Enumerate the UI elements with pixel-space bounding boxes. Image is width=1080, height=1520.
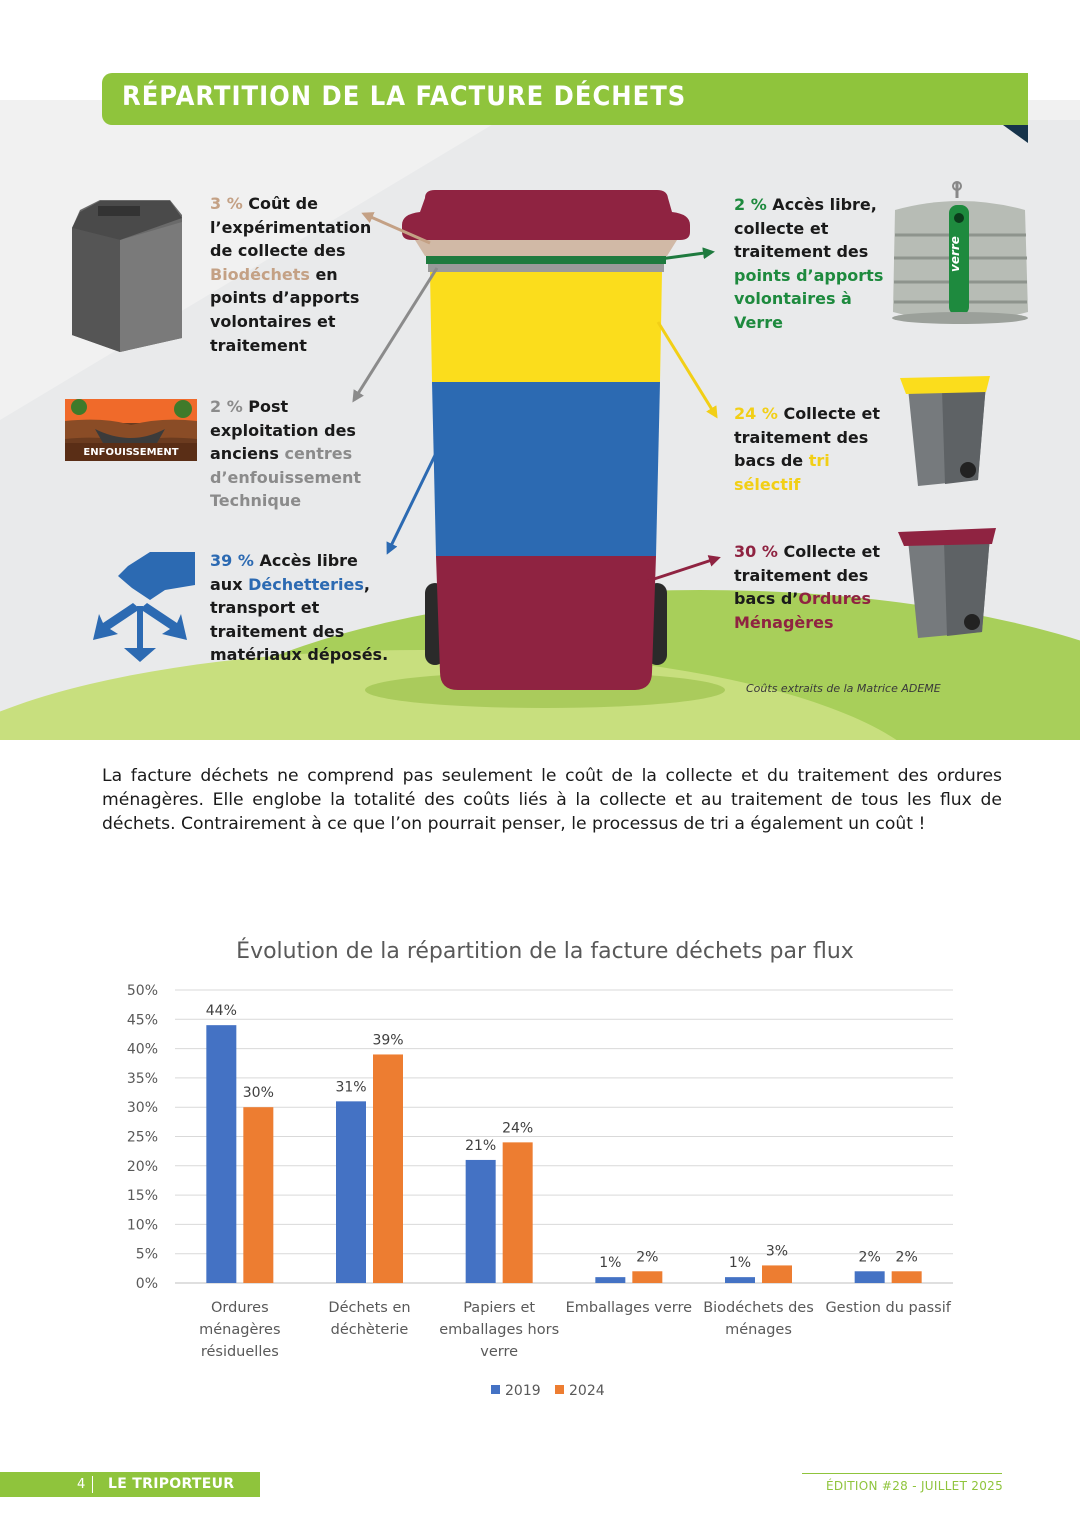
data-label: 3% bbox=[765, 1243, 789, 1260]
x-category-label: Ordures bbox=[211, 1300, 269, 1316]
label-post-exploitation bbox=[210, 395, 370, 513]
chart-data-labels bbox=[206, 1003, 918, 1271]
bar-2019-3 bbox=[595, 1277, 625, 1283]
bin-lid bbox=[402, 190, 690, 240]
data-label: 21% bbox=[465, 1137, 497, 1154]
chart-bars bbox=[206, 1025, 921, 1283]
x-category-label: ménages bbox=[725, 1322, 792, 1338]
bin-ring-tan bbox=[415, 240, 677, 256]
yellow-bin-illustration bbox=[900, 376, 990, 486]
bar-2019-1 bbox=[336, 1101, 366, 1283]
text-om-1: Collecte et traitement des bacs d’ bbox=[734, 542, 881, 609]
bin-ring-grey bbox=[428, 264, 664, 272]
bar-2024-2 bbox=[503, 1142, 533, 1283]
pct-om: 30 % bbox=[734, 542, 778, 561]
text-tri-1: Collecte et traitement des bacs de bbox=[734, 404, 881, 471]
x-category-label: déchèterie bbox=[330, 1322, 409, 1338]
x-category-label: Biodéchets des bbox=[703, 1300, 814, 1316]
highlight-post: centres d’enfouissement Technique bbox=[210, 444, 362, 511]
data-label: 2% bbox=[895, 1249, 918, 1266]
label-tri-selectif bbox=[734, 402, 899, 496]
bin-segment-blue bbox=[432, 382, 660, 556]
y-tick-label: 0% bbox=[135, 1276, 158, 1292]
bin-segment-yellow bbox=[430, 272, 662, 382]
x-category-label: Déchets en bbox=[328, 1300, 411, 1316]
data-label: 1% bbox=[728, 1255, 752, 1272]
highlight-biodechets: Biodéchets bbox=[210, 264, 310, 284]
data-label: 44% bbox=[205, 1003, 237, 1020]
data-label: 31% bbox=[335, 1079, 367, 1096]
pct-decheteries: 39 % bbox=[210, 551, 254, 570]
data-label: 2% bbox=[636, 1249, 659, 1266]
footer-line bbox=[802, 1473, 1002, 1474]
bin-ring-green bbox=[426, 256, 666, 264]
y-tick-label: 15% bbox=[126, 1188, 158, 1205]
bar-2019-0 bbox=[206, 1025, 236, 1283]
page-number: 4 bbox=[77, 1477, 86, 1492]
highlight-tri: tri sélectif bbox=[734, 451, 830, 494]
intro-paragraph: La facture déchets ne comprend pas seulement le coût de la collecte et du traitement des ordures ménagères. Elle englobe la totalité des coûts liés à la collecte et au traitement de tous les flux de déchets. Contrairement à ce que l’on pourrait penser, le processus de tri a également un coût ! bbox=[102, 766, 1002, 835]
y-tick-label: 20% bbox=[126, 1158, 158, 1175]
highlight-verre: points d’apports volontaires à Verre bbox=[734, 265, 884, 332]
pct-post: 2 % bbox=[210, 397, 243, 416]
banner-fold bbox=[1003, 125, 1028, 143]
bar-2024-1 bbox=[373, 1054, 403, 1283]
arrow-om bbox=[648, 558, 718, 581]
source-note: Coûts extraits de la Matrice ADEME bbox=[746, 682, 941, 695]
y-tick-label: 10% bbox=[126, 1217, 158, 1234]
pct-tri: 24 % bbox=[734, 404, 778, 423]
highlight-om: Ordures Ménagères bbox=[734, 589, 871, 632]
decheterie-icon bbox=[93, 552, 195, 662]
section-banner bbox=[102, 73, 1028, 125]
bar-2024-0 bbox=[243, 1107, 273, 1283]
x-category-label: Gestion du passif bbox=[825, 1300, 951, 1316]
chart-legend bbox=[491, 1383, 605, 1399]
bin-segment-red bbox=[436, 556, 656, 690]
infographic bbox=[0, 0, 1080, 740]
legend-swatch-2019 bbox=[491, 1385, 500, 1394]
chart-x-categories bbox=[199, 1300, 952, 1360]
bar-2019-4 bbox=[725, 1277, 755, 1283]
text-decheteries-1: Accès libre aux bbox=[210, 551, 358, 594]
legend-label-2024: 2024 bbox=[569, 1383, 605, 1399]
x-category-label: Emballages verre bbox=[565, 1300, 693, 1316]
x-category-label: verre bbox=[480, 1344, 519, 1360]
text-biodechets-1: Coût de l’expérimentation de collecte des bbox=[210, 194, 372, 261]
bar-2024-5 bbox=[892, 1271, 922, 1283]
label-biodechets bbox=[210, 192, 385, 357]
enfouissement-caption: ENFOUISSEMENT bbox=[83, 447, 179, 458]
edition-info: ÉDITION #28 - JUILLET 2025 bbox=[826, 1479, 1004, 1493]
pct-verre: 2 % bbox=[734, 195, 767, 214]
legend-label-2019: 2019 bbox=[505, 1383, 541, 1399]
label-verre bbox=[734, 193, 884, 335]
pct-biodechets: 3 % bbox=[210, 194, 243, 213]
bar-chart bbox=[100, 920, 980, 1420]
x-category-label: emballages hors bbox=[439, 1322, 560, 1338]
data-label: 1% bbox=[599, 1255, 622, 1272]
data-label: 39% bbox=[372, 1032, 404, 1049]
text-verre-1: Accès libre, collecte et traitement des bbox=[734, 195, 877, 262]
bar-2019-5 bbox=[855, 1271, 885, 1283]
legend-swatch-2024 bbox=[555, 1385, 564, 1394]
text-decheteries-2: , transport et traitement des matériaux déposés. bbox=[210, 574, 389, 665]
footer-separator bbox=[92, 1476, 93, 1493]
main-bin bbox=[402, 190, 690, 690]
bar-2019-2 bbox=[466, 1160, 496, 1283]
verre-container-text: verre bbox=[948, 236, 962, 272]
y-tick-label: 50% bbox=[126, 983, 158, 999]
highlight-decheteries: Déchetteries bbox=[248, 574, 364, 594]
bar-2024-4 bbox=[762, 1265, 792, 1283]
x-category-label: résiduelles bbox=[200, 1344, 279, 1360]
arrow-decheteries bbox=[388, 445, 440, 552]
y-tick-label: 40% bbox=[126, 1041, 158, 1058]
data-label: 2% bbox=[858, 1249, 881, 1266]
x-category-label: Papiers et bbox=[463, 1300, 536, 1316]
bar-2024-3 bbox=[632, 1271, 662, 1283]
magazine-name: LE TRIPORTEUR bbox=[108, 1476, 235, 1492]
footer-bar bbox=[0, 1472, 260, 1497]
text-biodechets-2: en points d’apports volontaires et traitement bbox=[210, 264, 360, 355]
data-label: 30% bbox=[242, 1085, 274, 1102]
label-decheteries bbox=[210, 549, 390, 667]
chart-gridlines bbox=[175, 990, 953, 1283]
y-tick-label: 5% bbox=[135, 1246, 158, 1263]
label-ordures-menageres bbox=[734, 540, 894, 634]
y-tick-label: 45% bbox=[126, 1012, 158, 1029]
enfouissement-image bbox=[65, 399, 197, 461]
y-tick-label: 25% bbox=[126, 1129, 158, 1146]
section-title: RÉPARTITION DE LA FACTURE DÉCHETS bbox=[122, 81, 687, 112]
x-category-label: ménagères bbox=[199, 1322, 281, 1338]
text-post-1: Post exploitation des anciens bbox=[210, 397, 356, 464]
y-tick-label: 35% bbox=[126, 1070, 158, 1087]
chart-y-ticks bbox=[127, 983, 158, 1292]
arrow-tri bbox=[658, 322, 716, 416]
y-tick-label: 30% bbox=[126, 1100, 158, 1117]
data-label: 24% bbox=[502, 1120, 534, 1137]
chart-title: Évolution de la répartition de la facture déchets par flux bbox=[236, 939, 854, 964]
biodechets-container-illustration bbox=[72, 200, 182, 352]
